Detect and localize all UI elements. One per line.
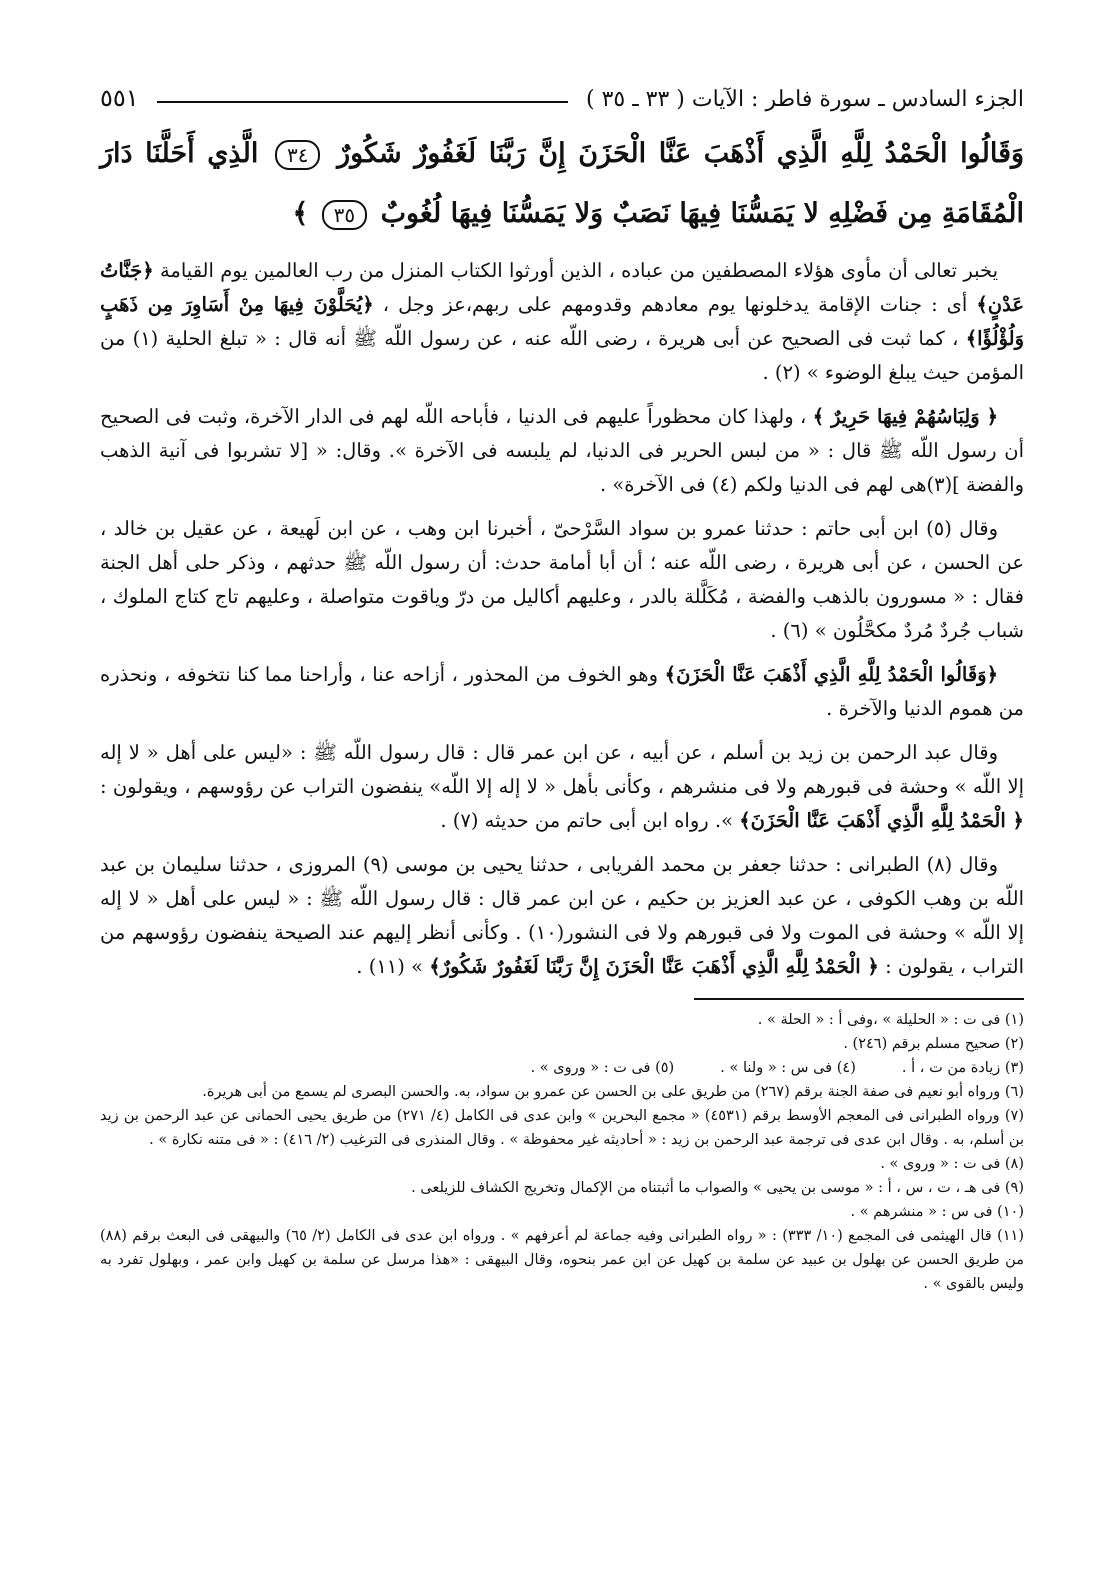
footnotes	[100, 1008, 1024, 1296]
paragraph-text: ». رواه ابن أبى حاتم من حديثه (٧) .	[440, 809, 734, 832]
footnote-8: (٨) فى ت : « وروى » .	[880, 1156, 1024, 1172]
verse-close-bracket: ﴾	[292, 198, 309, 229]
paragraph-1	[100, 254, 1024, 390]
quran-quote: ﴿ الْحَمْدُ لِلَّهِ الَّذِي أَذْهَبَ عَنَّا الْحَزَنَ إِنَّ رَبَّنَا لَغَفُورٌ شَكُورٌ﴾	[429, 955, 879, 978]
paragraph-text: وقال (٨) الطبرانى : حدثنا جعفر بن محمد الفريابى ، حدثنا يحيى بن موسى (٩) المروزى ، حدثنا سليمان بن عبد اللّه بن وهب الكوفى ، عن عبد العزيز بن حكيم ، عن ابن عمر قال : قال رسول اللّه ﷺ : « ليس على أهل « لا إله إلا اللّه » وحشة فى الموت ولا فى قبورهم ولا فى النشور(١٠) . وكأنى أنظر إليهم عند الصيحة ينفضون رؤوسهم من التراب ، يقولون :	[100, 853, 1025, 978]
header-rule	[157, 101, 568, 103]
footnotes-separator	[694, 998, 1024, 1000]
paragraph-text: وقال عبد الرحمن بن زيد بن أسلم ، عن أبيه ، عن ابن عمر قال : قال رسول اللّه ﷺ : «ليس على أهل « لا إله إلا اللّه » وحشة فى قبورهم ولا فى منشرهم ، وكأنى بأهل « لا إله إلا اللّه» ينفضون التراب عن رؤوسهم ، ويقولون :	[100, 741, 1024, 798]
ayah-number-35: ٣٥	[322, 200, 367, 230]
paragraph-4	[100, 658, 1024, 726]
paragraph-5	[100, 736, 1024, 838]
paragraph-text: وقال (٥) ابن أبى حاتم : حدثنا عمرو بن سواد السَّرْحىّ ، أخبرنا ابن وهب ، عن ابن لَهيعة ، عن عقيل بن خالد ، عن الحسن ، عن أبى هريرة ، رضى اللّه عنه ؛ أن أبا أمامة حدث: أن رسول اللّه ﷺ حدثهم ، وذكر حلى أهل الجنة فقال : « مسورون بالذهب والفضة ، مُكَلَّلة بالدر ، وعليهم أكاليل من درّ وياقوت متواصلة ، وعليهم تاج كتاج الملوك ، شباب جُردٌ مُردٌ مكحَّلُون » (٦) .	[100, 517, 1024, 642]
paragraph-text: يخبر تعالى أن مأوى هؤلاء المصطفين من عباده ، الذين أورثوا الكتاب المنزل من رب العالمين يوم القيامة	[159, 259, 999, 282]
quran-quote: ﴿جَنَّاتُ عَدْنٍ﴾	[100, 259, 1024, 316]
quran-quote: ﴿يُحَلَّوْنَ فِيهَا مِنْ أَسَاوِرَ مِن ذَهَبٍ وَلُؤْلُؤًا﴾	[100, 293, 1025, 350]
ayah-number-34: ٣٤	[275, 140, 320, 170]
footnote-3-4-5: (٣) زيادة من ت ، أ . (٤) فى س : « ولنا » . (٥) فى ت : « وروى » .	[530, 1060, 1024, 1076]
paragraph-6	[100, 848, 1024, 984]
quran-quote: ﴿ وَلِبَاسُهُمْ فِيهَا حَرِيرٌ ﴾	[812, 405, 999, 428]
footnote-6: (٦) ورواه أبو نعيم فى صفة الجنة برقم (٢٦٧) من طريق على بن الحسن عن عمرو بن سواد، به. والحسن البصرى لم يسمع من أبى هريرة.	[202, 1084, 1024, 1100]
paragraph-text: » (١١) .	[356, 955, 424, 978]
paragraph-3	[100, 512, 1024, 648]
paragraph-text: ، كما ثبت فى الصحيح عن أبى هريرة ، رضى اللّه عنه ، عن رسول اللّه ﷺ أنه قال : « تبلغ الحلية (١) من المؤمن حيث يبلغ الوضوء » (٢) .	[100, 327, 1024, 384]
footnote-11: (١١) قال الهيثمى فى المجمع (١٠/ ٣٣٣) : « رواه الطبرانى وفيه جماعة لم أعرفهم » . ورواه ابن عدى فى الكامل (٢/ ٦٥) والبيهقى فى البعث برقم (٨٨) من طريق الحسن عن بهلول بن عبيد عن سلمة بن كهيل عن ابن عمر بنحوه، وقال البيهقى : «هذا مرسل عن سلمة بن كهيل وابن عمر ، وبهلول تفرد به وليس بالقوى » .	[100, 1228, 1024, 1292]
footnote-9: (٩) فى هـ ، ت ، س ، أ : « موسى بن يحيى » والصواب ما أثبتناه من الإكمال وتخريج الكشاف للزيلعى .	[411, 1180, 1024, 1196]
header-title: الجزء السادس ـ سورة فاطر : الآيات ( ٣٣ ـ ٣٥ )	[586, 87, 1024, 112]
paragraph-2	[100, 400, 1024, 502]
paragraph-text: ، ولهذا كان محظوراً عليهم فى الدنيا ، فأباحه اللّه لهم فى الدار الآخرة، وثبت فى الصحيح أن رسول اللّه ﷺ قال : « من لبس الحرير فى الدنيا، لم يلبسه فى الآخرة ». وقال: « [لا تشربوا فى آنية الذهب والفضة ](٣)هى لهم فى الدنيا ولكم (٤) فى الآخرة» .	[100, 405, 1024, 496]
footnote-2: (٢) صحيح مسلم برقم (٢٤٦) .	[843, 1036, 1024, 1052]
footnote-1: (١) فى ت : « الحليلة » ،وفى أ : « الحلة » .	[757, 1012, 1024, 1028]
footnote-7: (٧) ورواه الطبرانى فى المعجم الأوسط برقم (٤٥٣١) « مجمع البحرين » وابن عدى فى الكامل (٤/ ٢٧١) من طريق يحيى الحمانى عن عبد الرحمن بن زيد بن أسلم، به . وقال ابن عدى فى ترجمة عبد الرحمن بن زيد : « أحاديثه غير محفوظة » . وقال المنذرى فى الترغيب (٢/ ٤١٦) : « فى متنه نكارة » .	[100, 1108, 1024, 1148]
quran-quote: ﴿ الْحَمْدُ لِلَّهِ الَّذِي أَذْهَبَ عَنَّا الْحَزَنَ﴾	[739, 809, 1024, 832]
running-header	[100, 72, 1024, 112]
verse-text-35: الَّذِي أَحَلَّنَا دَارَ الْمُقَامَةِ مِن فَضْلِهِ لا يَمَسُّنَا فِيهَا نَصَبٌ وَلا يَمَسُّنَا فِيهَا لُغُوبٌ	[100, 138, 1024, 229]
paragraph-text: وهو الخوف من المحذور ، أزاحه عنا ، وأراحنا مما كنا نتخوفه ، ونحذره من هموم الدنيا والآخرة .	[100, 663, 1024, 720]
quran-quote: ﴿وَقَالُوا الْحَمْدُ لِلَّهِ الَّذِي أَذْهَبَ عَنَّا الْحَزَنَ﴾	[664, 663, 999, 686]
verse-text-34: وَقَالُوا الْحَمْدُ لِلَّهِ الَّذِي أَذْهَبَ عَنَّا الْحَزَنَ إِنَّ رَبَّنَا لَغَفُورٌ شَكُورٌ	[337, 138, 1025, 169]
quran-verse-block	[100, 124, 1024, 244]
paragraph-text: أى : جنات الإقامة يدخلونها يوم معادهم وقدومهم على ربهم،عز وجل ،	[382, 293, 968, 316]
page-number: ٥٥١	[100, 84, 139, 112]
footnote-10: (١٠) فى س : « منشرهم » .	[850, 1204, 1024, 1220]
